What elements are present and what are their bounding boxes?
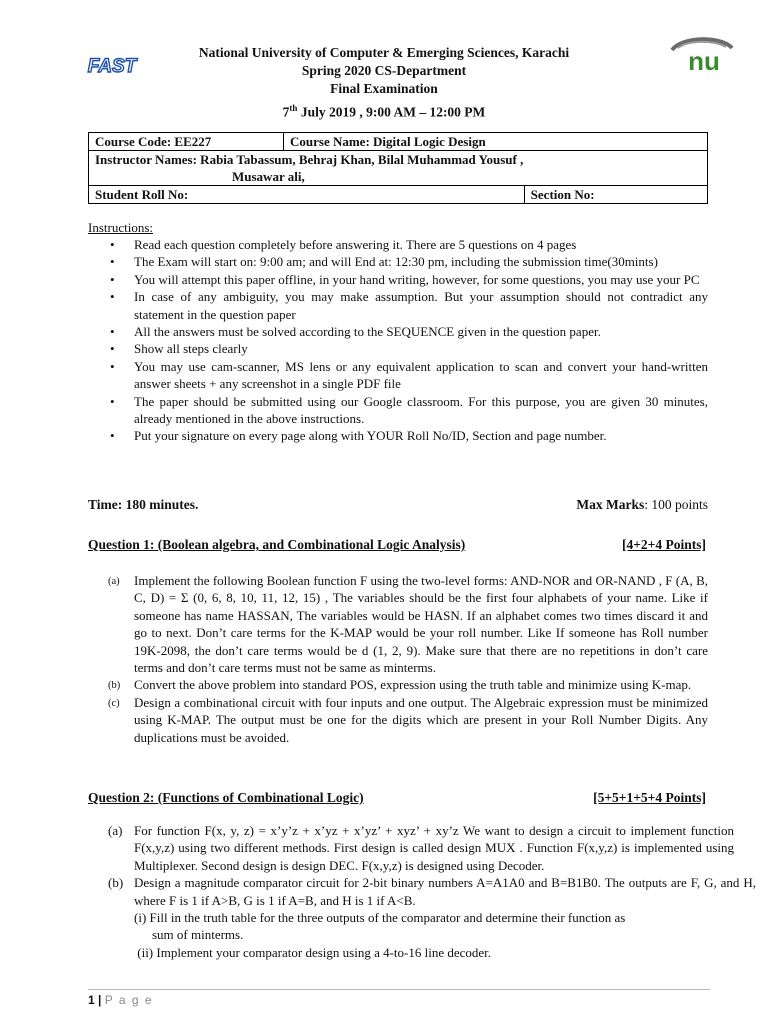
page-number: 1 — [88, 993, 95, 1007]
question-2-title: Question 2: (Functions of Combinational Logic) — [88, 790, 364, 805]
instruction-item: • Show all steps clearly — [88, 340, 708, 357]
instructor-names-line2: Musawar ali, — [232, 169, 305, 184]
question-1-title: Question 1: (Boolean algebra, and Combinational Logic Analysis) — [88, 537, 466, 552]
question-2-part-b-i: (i) Fill in the truth table for the three outputs of the comparator and determine their function as — [134, 910, 626, 926]
course-name: Course Name: Digital Logic Design — [284, 133, 708, 151]
part-text: Design a combinational circuit with four inputs and one output. The Algebraic expression must be minimized using K-MAP. The output must be one for the digits which are present in your Roll Number Digits. Any duplications must be avoided. — [134, 694, 708, 745]
date-time: July 2019 , 9:00 AM – 12:00 PM — [297, 104, 486, 120]
section-no: Section No: — [524, 186, 707, 204]
instruction-item: • Read each question completely before answering it. There are 5 questions on 4 pages — [88, 236, 708, 253]
page-word: P a g e — [104, 993, 154, 1007]
exam-date — [0, 99, 768, 122]
part-text: For function F(x, y, z) = x’y’z + x’yz + x’yz’ + xyz’ + xy’z We want to design a circuit to implement function F(x,y,z) using two different methods. First design is called design MUX . Function F(x,y,z) is implemented using Multiplexer. Second design is design DEC. F(x,y,z) is designed using Decoder. — [134, 823, 734, 873]
fast-logo-text: FAST — [87, 56, 137, 77]
part-label: (c) — [108, 697, 120, 709]
instructor-names — [89, 151, 708, 186]
question-2-parts — [108, 822, 756, 961]
course-code: Course Code: EE227 — [89, 133, 284, 151]
instruction-item: • In case of any ambiguity, you may make assumption. But your assumption should not contradict any statement in the question paper — [88, 288, 708, 323]
question-1-part-a — [108, 572, 708, 676]
part-text: Convert the above problem into standard POS, expression using the truth table and minimize using K-map. — [134, 677, 692, 693]
question-1-points: [4+2+4 Points] — [621, 537, 706, 552]
question-2-heading — [88, 790, 708, 806]
question-1-parts — [108, 572, 708, 746]
instruction-item: • The Exam will start on: 9:00 am; and will End at: 12:30 pm, including the submission time(30mints) — [88, 253, 708, 270]
question-2-points: [5+5+1+5+4 Points] — [593, 790, 706, 805]
instruction-item: • All the answers must be solved according to the SEQUENCE given in the question paper. — [88, 323, 708, 340]
part-label: (a) — [108, 823, 123, 838]
exam-title: Final Examination — [330, 81, 438, 96]
semester-department: Spring 2020 CS-Department — [301, 63, 467, 78]
part-label: (b) — [108, 875, 124, 891]
question-1-part-c — [108, 694, 708, 746]
question-2-part-b-i-cont: sum of minterms. — [152, 927, 244, 943]
date-suffix: th — [289, 103, 298, 113]
question-2-part-a — [108, 822, 734, 874]
nu-logo-text: nu — [688, 46, 720, 74]
instructions-title: Instructions: — [88, 220, 153, 235]
time-allowed: Time: 180 minutes. — [88, 497, 199, 512]
question-2-part-b-ii: (ii) Implement your comparator design using a 4-to-16 line decoder. — [134, 944, 492, 960]
max-marks-label: Max Marks — [576, 497, 645, 512]
part-text: Design a magnitude comparator circuit for 2-bit binary numbers A=A1A0 and B=B1B0. The outputs are F, G, and H, where F is 1 if A>B, G is 1 if A=B, and H is 1 if A<B. — [134, 875, 756, 908]
instruction-item: • The paper should be submitted using our Google classroom. For this purpose, you are given 30 minutes, already mentioned in the above instructions. — [88, 393, 708, 428]
max-marks-value: : 100 points — [644, 497, 708, 512]
instruction-item: • You will attempt this paper offline, in your hand writing, however, for some questions, you may use your PC — [88, 271, 708, 288]
part-label: (b) — [108, 680, 121, 692]
page-footer — [88, 993, 153, 1007]
university-name: National University of Computer & Emerging Sciences, Karachi — [198, 45, 570, 60]
student-roll-no: Student Roll No: — [89, 186, 525, 204]
part-text: Implement the following Boolean function F using the two-level forms: AND-NOR and OR-NAND , F (A, B, C, D) = Σ (0, 6, 8, 10, 11, 12, 15) , The variables should be the first four alphabets of your name. Like if someone has name HASSAN, The variables would be HASN. If an alphabet comes two times discard it and go to next. Don’t care terms for the K-MAP would be your roll number. Like If someone has Roll number 19K-2098, the don’t care terms would be d (1, 2, 9). Make sure that there are no repetitions in don’t care terms and don’t care terms must not be same as minterms. — [134, 573, 708, 676]
instruction-item: • Put your signature on every page along with YOUR Roll No/ID, Section and page number. — [88, 427, 708, 444]
course-info-table — [88, 132, 708, 204]
date-day: 7 — [282, 104, 290, 120]
max-marks — [576, 497, 708, 513]
question-1-part-b — [108, 676, 708, 693]
part-label: (a) — [108, 576, 120, 587]
question-2-part-b — [108, 874, 756, 961]
instructor-names-line1: Instructor Names: Rabia Tabassum, Behraj Khan, Bilal Muhammad Yousuf , — [95, 152, 524, 167]
time-marks-row — [88, 497, 708, 513]
footer-divider — [88, 989, 710, 990]
question-1-heading — [88, 537, 708, 553]
instruction-item: • You may use cam-scanner, MS lens or any equivalent application to scan and convert your hand-written answer sheets + any screenshot in a single PDF file — [88, 358, 708, 393]
page-separator: | — [94, 993, 105, 1007]
instructions-list — [88, 236, 708, 445]
